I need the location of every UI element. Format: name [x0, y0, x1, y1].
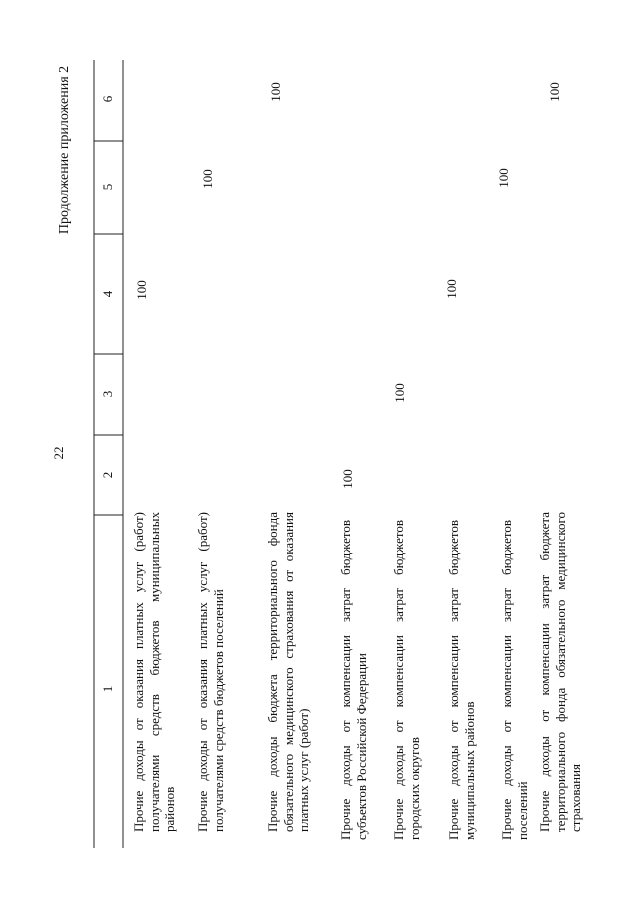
continuation-label: Продолжение приложения 2 [57, 65, 72, 235]
row-5-value: 100 [392, 383, 407, 403]
row-2-text: Прочие доходы от оказания платных услуг (работ) получателями средств бюджетов поселений [195, 512, 226, 832]
header-col-2: 2 [100, 471, 115, 479]
row-3-value: 100 [268, 82, 283, 102]
row-4-text: Прочие доходы от компенсации затрат бюджетов субъектов Российской Федерации [338, 520, 369, 840]
row-3-text: Прочие доходы бюджета территориального фонда обязательного медицинского страхования от оказания платных услуг (работ) [265, 512, 311, 832]
row-7-text: Прочие доходы от компенсации затрат бюджетов поселений [499, 520, 530, 840]
row-5-text: Прочие доходы от компенсации затрат бюджетов городских округов [391, 520, 422, 840]
row-4-value: 100 [340, 469, 355, 489]
row-6-value: 100 [444, 279, 459, 299]
header-col-6: 6 [100, 95, 115, 103]
page-number: 22 [51, 446, 66, 460]
header-col-5: 5 [100, 183, 115, 191]
row-6-text: Прочие доходы от компенсации затрат бюджетов муниципальных районов [446, 520, 477, 840]
row-1-text: Прочие доходы от оказания платных услуг (работ) получателями средств бюджетов муниципальных районов [131, 512, 177, 832]
row-8-value: 100 [547, 82, 562, 102]
row-2-value: 100 [200, 169, 215, 189]
row-1-value: 100 [134, 280, 149, 300]
header-col-1: 1 [100, 685, 115, 693]
row-7-value: 100 [496, 168, 511, 188]
header-col-3: 3 [100, 390, 115, 398]
row-8-text: Прочие доходы от компенсации затрат бюджета территориального фонда обязательного медицинского страхования [537, 512, 583, 832]
header-col-4: 4 [100, 290, 115, 298]
